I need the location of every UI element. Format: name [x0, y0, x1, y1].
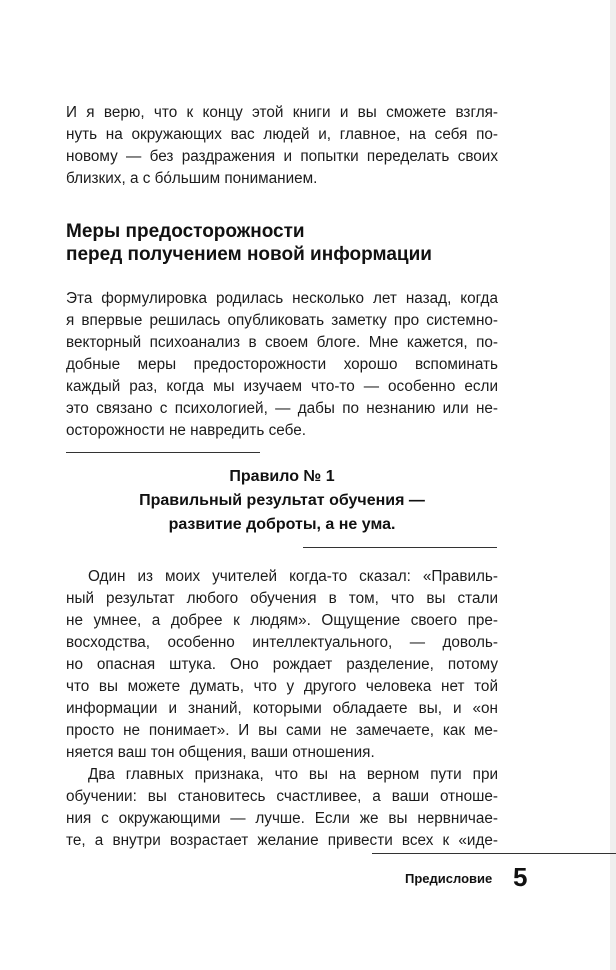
intro-paragraph [66, 102, 498, 190]
text-line: добные меры предосторожности хорошо вспоминать [66, 356, 498, 373]
rule-divider-top [66, 452, 260, 453]
text-line: нуть на окружающих вас людей и, главное, на себя по- [66, 126, 498, 143]
text-line: восходства, особенно интеллектуального, — доволь- [66, 634, 498, 651]
text-line: новому — без раздражения и попытки переделать своих [66, 148, 498, 165]
footer-divider [372, 853, 616, 854]
text-line: векторный психоанализ в своем блоге. Мне кажется, по- [66, 334, 498, 351]
text-line: но опасная штука. Оно рождает разделение, потому [66, 656, 498, 673]
text-line: Один из моих учителей когда-то сказал: «Правиль- [88, 568, 498, 585]
rule-callout [66, 465, 498, 537]
text-line: это связано с психологией, — дабы по незнанию или не- [66, 400, 498, 417]
text-line: ния с окружающими — лучше. Если же вы нервничае- [66, 810, 498, 827]
footer-section-title: Предисловие [405, 871, 493, 886]
text-line: близких, а с бо́льшим пониманием. [66, 170, 318, 187]
rule-number: Правило № 1 [229, 468, 335, 485]
text-line: Два главных признака, что вы на верном пути при [88, 766, 498, 783]
heading-line: Меры предосторожности [66, 221, 305, 242]
text-line: просто не понимает». И вы сами не замечаете, как ме- [66, 722, 498, 739]
text-line: не умнее, а добрее к людям». Ощущение своего пре- [66, 612, 498, 629]
text-line: те, а внутри возрастает желание привести всех к «иде- [66, 832, 498, 849]
text-line: я впервые решилась опубликовать заметку про системно- [66, 312, 498, 329]
text-line: что вы можете думать, что у другого человека нет той [66, 678, 498, 695]
heading-line: перед получением новой информации [66, 244, 432, 265]
body-paragraph [66, 566, 498, 852]
text-line: ный результат любого обучения в том, что вы стали [66, 590, 498, 607]
rule-text-line: развитие доброты, а не ума. [168, 516, 396, 533]
text-line: няется ваш тон общения, ваши отношения. [66, 744, 375, 761]
rule-divider-bottom [303, 547, 497, 548]
page-number: 5 [513, 862, 528, 892]
text-line: обучении: вы становитесь счастливее, а ваши отноше- [66, 788, 498, 805]
text-line: И я верю, что к концу этой книги и вы сможете взгля- [66, 104, 498, 121]
text-line: осторожности не навредить себе. [66, 422, 306, 439]
text-line: информации и знаний, которыми обладаете вы, и «он [66, 700, 498, 717]
section-heading [66, 220, 516, 266]
rule-text-line: Правильный результат обучения — [139, 492, 425, 509]
section-paragraph [66, 288, 498, 442]
text-line: каждый раз, когда мы изучаем что-то — особенно если [66, 378, 498, 395]
text-line: Эта формулировка родилась несколько лет назад, когда [66, 290, 498, 307]
page-edge [610, 0, 616, 970]
